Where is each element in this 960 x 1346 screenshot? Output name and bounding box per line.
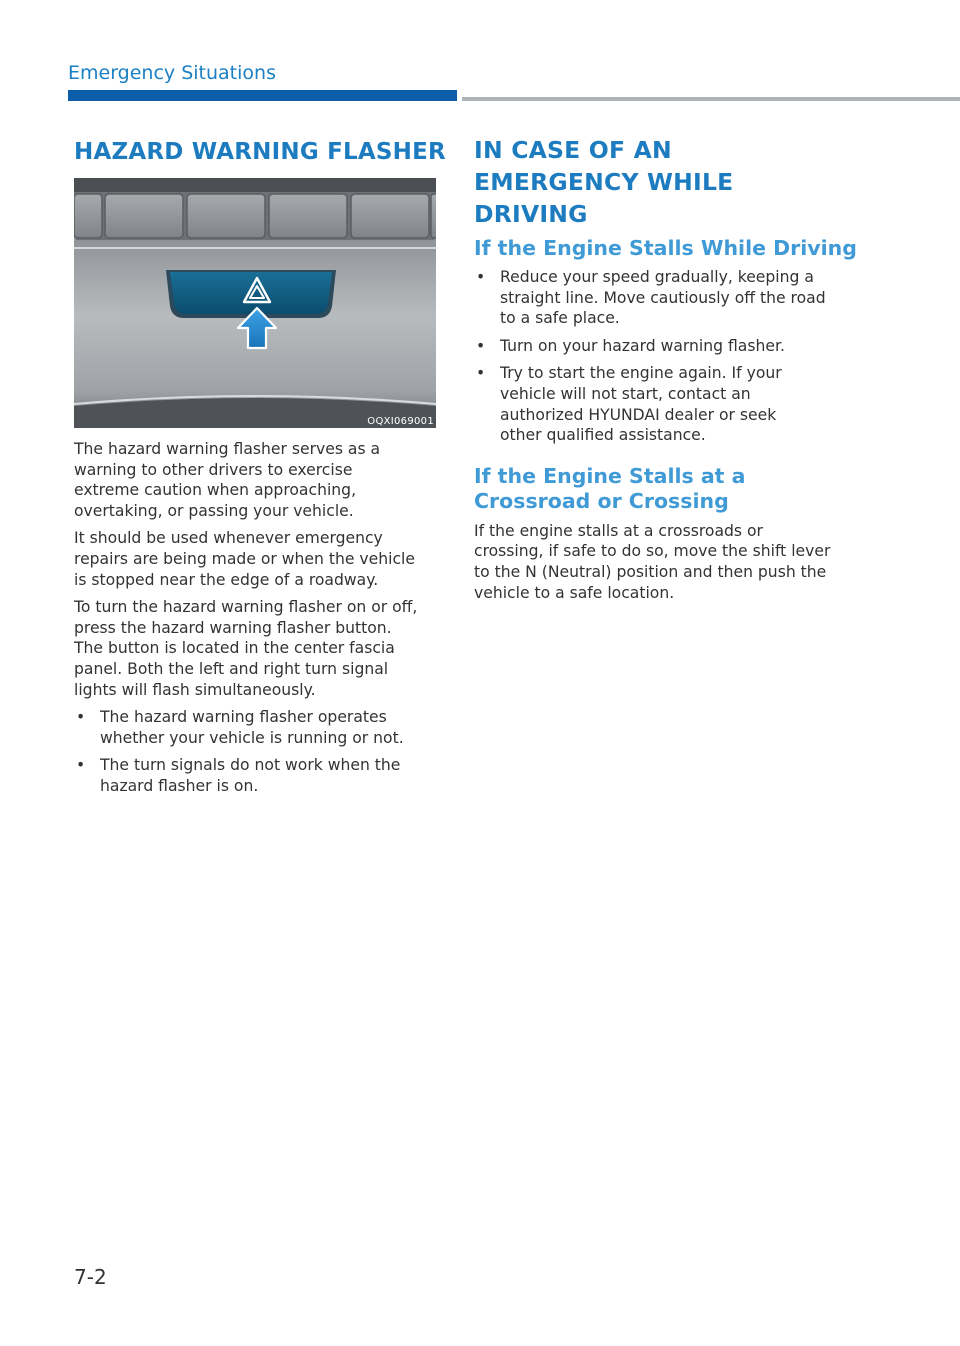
list-item (474, 267, 834, 329)
list-item (74, 707, 440, 748)
bullet-dot: • (476, 364, 486, 383)
bullet-text: Reduce your speed gradually, keeping a straight line. Move cautiously off the road to a safe place. (500, 268, 826, 328)
bullet-text: Try to start the engine again. If your vehicle will not start, contact an authorized HYUNDAI dealer or seek other qualified assistance. (500, 364, 782, 445)
paragraph-3: To turn the hazard warning flasher on or off, press the hazard warning flasher button. The button is located in the center fascia panel. Both the left and right turn signal lights will flash simultaneously. (74, 598, 418, 699)
right-column (474, 134, 857, 603)
bullet-dot: • (476, 268, 486, 286)
section-heading-hazard: HAZARD WARNING FLASHER (74, 139, 446, 165)
paragraph-1: The hazard warning flasher serves as a warning to other drivers to exercise extreme caution when approaching, overtaking, or passing your vehicle. (74, 440, 381, 520)
bullet-dot: • (76, 756, 86, 775)
page-number: 7-2 (74, 1265, 107, 1289)
list-item (474, 363, 834, 445)
paragraph-2: It should be used whenever emergency repairs are being made or when the vehicle is stopped near the edge of a roadway. (74, 529, 415, 589)
hazard-bullet-list (74, 707, 440, 796)
running-header-title: Emergency Situations (68, 62, 276, 84)
header-bar-gray (462, 97, 960, 101)
subheading-engine-stalls-crossroad: If the Engine Stalls at a Crossroad or Crossing (474, 463, 746, 513)
bullet-text: The hazard warning flasher operates whether your vehicle is running or not. (100, 708, 404, 747)
crossroad-paragraph: If the engine stalls at a crossroads or crossing, if safe to do so, move the shift lever to the N (Neutral) position and then push the vehicle to a safe location. (474, 521, 831, 602)
bullet-text: Turn on your hazard warning flasher. (500, 336, 785, 355)
stall-bullet-list (474, 267, 834, 446)
bullet-text: The turn signals do not work when the hazard flasher is on. (100, 756, 401, 795)
list-item (74, 755, 440, 796)
list-item (474, 336, 834, 357)
section-heading-emergency: IN CASE OF AN EMERGENCY WHILE DRIVING (474, 136, 734, 228)
hazard-button-figure (74, 178, 436, 428)
left-column (74, 134, 446, 797)
bullet-dot: • (76, 708, 86, 727)
hazard-button-illustration (74, 178, 436, 428)
bullet-dot: • (476, 336, 486, 355)
figure-code: OQXI069001 (367, 416, 434, 427)
subheading-engine-stalls-driving: If the Engine Stalls While Driving (474, 236, 857, 260)
header-bar-blue (68, 90, 457, 101)
